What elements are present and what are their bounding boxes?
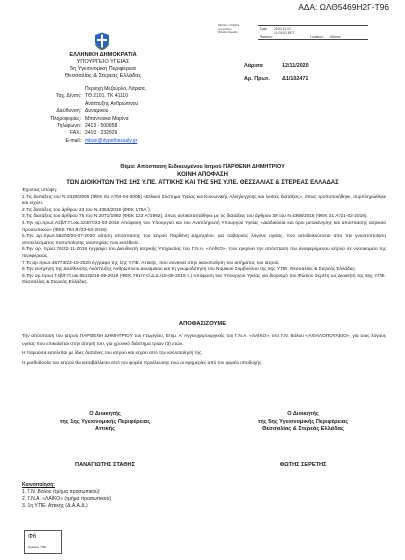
considering-item: 5.Την αρ.πρωτ.58200/03-07-2020 αίτηση απόσπασης του ιατρού Παρθένη Δημητρίου, για σοβαρούς λόγους υγείας, που αποδεικνύονται από την γνωστοποίηση αποτελέσματος πιστοποίησης αναπηρίας που κατέθεσε. <box>22 234 386 246</box>
considering-item: 8.Την εισήγηση της Διεύθυνσης Ανάπτυξης Ανθρώπινου Δυναμικού και τη γνωμοδότηση του Νομικού Συμβούλου της 5ης Υ.ΠΕ. Θεσσαλίας & Στερεάς Ελλάδας. <box>22 267 357 273</box>
signatory-left <box>40 411 170 434</box>
governors-line: ΤΩΝ ΔΙΟΙΚΗΤΩΝ ΤΗΣ 1ΗΣ Υ.ΠΕ. ΑΤΤΙΚΗΣ ΚΑΙ ΤΗΣ 5ΗΣ Υ.ΠΕ. ΘΕΣΣΑΛΙΑΣ & ΣΤΕΡΕΑΣ ΕΛΛΑΔΑΣ <box>66 180 339 186</box>
stamp-line: Hellenic Republic <box>218 31 239 35</box>
header-region-name: Θεσσαλίας & Στερεάς Ελλάδας <box>64 72 142 79</box>
footer-code-box <box>24 530 62 554</box>
stamp-reason-label: Reason: <box>260 34 273 39</box>
stamp-location-label: Location: <box>310 34 324 39</box>
contact-row: E-mail: mban@dypethessaly.gr <box>65 137 138 144</box>
signatory-region: Θεσσαλίας & Στερεάς Ελλάδας <box>262 426 344 433</box>
signatory-title: Ο Διοικητής <box>89 411 121 417</box>
digital-signature-stamp <box>218 24 252 35</box>
signatory-right <box>228 411 378 434</box>
contact-row: Ταχ. Δ/νση: ΤΘ 2101, ΤΚ 41110 <box>55 93 128 100</box>
decide-title: ΑΠΟΦΑΣΙΖΟΥΜΕ <box>178 321 227 327</box>
considering-item: 7.Το αρ.πρωτ.46773/23-10-2020 έγγραφο της 1ης Υ.ΠΕ. Αττικής, που συναινεί στην ικανοποίηση του αιτήματος του ιατρού. <box>22 260 280 266</box>
signatory-unit: της 1ης Υγειονομικής Περιφέρειας <box>59 418 151 425</box>
decision-text <box>22 333 386 369</box>
considering-item: 9.Την αρ.πρωτ.Γ4β/Γ.Π.οικ.65128/16-09-2019 (ΦΕΚ 751/Υ.Ο.Δ.Δ./18-09-2019 τ.) Απόφαση του Υπουργού Υγείας για διορισμό του Φώτιου Σερέτη ως Διοικητή της 5ης Υ.ΠΕ. Θεσσαλίας & Στερεάς Ελλάδας. <box>22 273 386 286</box>
header-region: 5η Υγειονομική Περιφέρεια <box>70 66 136 72</box>
contact-row: Πληροφορίες: Μπαντούκα Μαρίνα <box>50 115 129 122</box>
place-date: Λάρισα 12/11/2020 <box>244 63 309 69</box>
header-republic: ΕΛΛΗΝΙΚΗ ΔΗΜΟΚΡΑΤΙΑ <box>69 52 137 58</box>
notify-item: 1. Γ.Ν. Βόλου (τμήμα προσωπικού) <box>22 489 100 495</box>
signature-datebox <box>258 25 368 40</box>
decision-paragraph: Την απόσπαση του ιατρού ΠΑΡΘΕΝΗ ΔΗΜΗΤΡΙΟΥ του Γεωργίου, Επιμ. Α' Αγγειοχειρουργικής του Γ.Ν.Α. «ΛΑΪΚΟ», στο Γ.Ν. Βόλου «ΑΧΙΛΛΟΠΟΥΛΕΙΟ», για τους λόγους υγείας που επικαλείται στην αίτησή του, για χρονικό διάστημα τριών (3) ετών. <box>22 334 386 348</box>
contact-row: Ανάπτυξης Ανθρώπινου <box>85 100 139 107</box>
contact-row: Περιοχή Μεζούρλο, Λάρισα, <box>85 86 147 92</box>
header-ministry: ΥΠΟΥΡΓΕΙΟ ΥΓΕΙΑΣ <box>76 58 130 65</box>
signatory-region: Αττικής <box>94 426 116 433</box>
considering-item: 6.Την αρ. πρωτ.76/22-11-2019 έγγραφο του Διευθυντή Ιατρικής Υπηρεσίας του Γ.Ν.Α. «ΛΑΪΚΟ», που εγκρίνει την απόσπαση του αναφερόμενου ιατρού σε νοσοκομείο της περιφέρειας. <box>22 247 386 259</box>
notification-list <box>22 482 111 510</box>
contact-row: Τηλέφωνο: 2413 - 500858 <box>56 123 118 130</box>
signatory-title: Ο Διοικητής <box>287 411 319 417</box>
contact-block <box>20 86 146 145</box>
stamp-time: 2020.11.12 <box>274 27 291 31</box>
considering-item: 1.Τις διατάξεις του Ν.3329/2005 (ΦΕΚ 81 Α'/04-04-2005) «Εθνικό Σύστημα Υγείας και Κοινωνικής Αλληλεγγύης και λοιπές διατάξεις», όπως τροποποιήθηκε, συμπληρώθηκε και ισχύει. <box>22 194 386 207</box>
stamp-location: Athens <box>330 34 341 39</box>
stamp-date-label: Date <box>260 27 268 31</box>
ada-code: ΑΔΑ: ΩΛΘ5469Η2Γ-Τ96 <box>298 3 389 12</box>
protocol-number: Αρ. Πρωτ. Δ1/102471 <box>244 76 309 82</box>
signatory-name-left: ΠΑΝΑΓΙΩΤΗΣ ΣΤΑΘΗΣ <box>75 462 135 468</box>
signatory-unit: της 5ης Υγειονομικής Περιφέρειας <box>257 418 349 425</box>
considering-item: 4.Την αρ.πρωτ.Α2β/Γ.Π.οικ.22407/23-03-2016 Απόφαση του Υπουργού και του Αναπληρωτή Υπουργού Υγείας «Διαδικασία και όροι μετακίνησης και απόσπασης ιατρικού προσωπικού» (ΦΕΚ 794 Β'/23-03-2016). <box>22 220 386 233</box>
subject-line: Θέμα: Απόσπαση Ειδικευμένου Ιατρού ΠΑΡΘΕΝΗ ΔΗΜΗΤΡΙΟΥ <box>120 164 285 170</box>
decision-paragraph: Η μισθοδοσία του ιατρού θα καταβάλλεται από τον φορέα προέλευσης ενώ οι εφημερίες από τον φορέα υποδοχής. <box>22 360 263 366</box>
footer-code: Φ6 <box>28 534 37 540</box>
greek-emblem-icon <box>94 32 110 50</box>
decision-paragraph: Η παρούσα εκτελείται με ίδιες δαπάνες του ιατρού και ισχύει από την κοινοποίησή της. <box>22 351 203 357</box>
stamp-date: 11:03:02 EET <box>274 31 295 35</box>
stamp-line: Ministry of Digital Governance <box>218 24 240 31</box>
contact-row: Διεύθυνση: Δυναμικού <box>56 108 109 115</box>
notify-item: 3. 1η Υ.ΠΕ. Αττικής (Δ.Α.Α.Δ.) <box>22 503 88 509</box>
email-link[interactable]: mban@dypethessaly.gr <box>85 137 138 144</box>
considering-item: Έχοντας υπόψη: <box>22 188 58 193</box>
footer-caption: Κωδικός ΥΠΕ <box>28 545 47 549</box>
notify-title: Κοινοποίηση: <box>22 482 55 488</box>
notify-item: 2. Γ.Ν.Α. «ΛΑΪΚΟ» (τμήμα προσωπικού) <box>22 496 111 502</box>
joint-decision-title: ΚΟΙΝΗ ΑΠΟΦΑΣΗ <box>177 172 228 178</box>
considerations <box>22 188 386 287</box>
contact-row: FAX: 2410 - 232929 <box>70 130 118 137</box>
considering-item: 3.Τις διατάξεις του άρθρου 75 του Ν.2071/1992 (ΦΕΚ 123 Α'/1992), όπως αντικαταστάθηκε με τις διατάξεις του άρθρου 39 του Ν.4368/2016 (ΦΕΚ 21 Α'/21-02-2016). <box>22 214 368 220</box>
considering-item: 2.Τις διατάξεις του άρθρου 23 του Ν.4354/2015 (ΦΕΚ 176Α΄). <box>22 207 152 213</box>
signatory-name-right: ΦΩΤΗΣ ΣΕΡΕΤΗΣ <box>279 462 327 468</box>
